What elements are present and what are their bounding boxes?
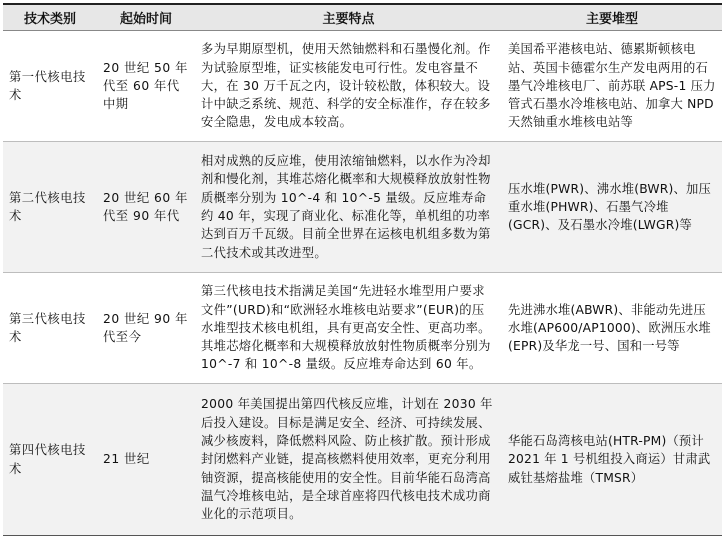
- cell-period: 20 世纪 60 年代至 90 年代: [97, 142, 195, 273]
- cell-features: 多为早期原型机，使用天然铀燃料和石墨慢化剂。作为试验原型堆，证实核能发电可行性。发电容量不大，在 30 万千瓦之内，设计较松散，体积较大。设计中缺乏系统、规范、科学的安全标准作，存在较多安全隐患，发电成本较高。: [195, 31, 502, 142]
- cell-category: 第四代核电技术: [3, 384, 97, 536]
- cell-features: 第三代核电技术指满足美国“先进轻水堆型用户要求文件”(URD)和“欧洲轻水堆核电站要求”(EUR)的压水堆型技术核电机组，具有更高安全性、更高功率。其堆芯熔化概率和大规模释放放射性物质概率分别为 10^-7 和 10^-8 量级。反应堆寿命达到 60 年。: [195, 273, 502, 384]
- header-reactors: 主要堆型: [502, 4, 722, 31]
- header-category: 技术类别: [3, 4, 97, 31]
- cell-features: 2000 年美国提出第四代核反应堆，计划在 2030 年后投入建设。目标是满足安全、经济、可持续发展、减少核废料，降低燃料风险、防止核扩散。预计形成封闭燃料产业链，提高核燃料使用效率，更充分利用铀资源，提高核能使用的安全性。目前华能石岛湾高温气冷堆核电站，是全球首座将四代核电技术成功商业化的示范项目。: [195, 384, 502, 536]
- header-period: 起始时间: [97, 4, 195, 31]
- header-features: 主要特点: [195, 4, 502, 31]
- cell-category: 第一代核电技术: [3, 31, 97, 142]
- header-row: [3, 4, 722, 31]
- cell-period: 20 世纪 50 年代至 60 年代中期: [97, 31, 195, 142]
- nuclear-generations-table: [3, 3, 722, 536]
- cell-category: 第二代核电技术: [3, 142, 97, 273]
- table-row: [3, 384, 722, 536]
- table-row: [3, 142, 722, 273]
- table-row: [3, 31, 722, 142]
- table-row: [3, 273, 722, 384]
- cell-reactors: 华能石岛湾核电站(HTR-PM)（预计 2021 年 1 号机组投入商运）甘肃武威钍基熔盐堆（TMSR）: [502, 384, 722, 536]
- cell-reactors: 压水堆(PWR)、沸水堆(BWR)、加压重水堆(PHWR)、石墨气冷堆(GCR)、及石墨水冷堆(LWGR)等: [502, 142, 722, 273]
- cell-reactors: 美国希平港核电站、德累斯顿核电站、英国卡德霍尔生产发电两用的石墨气冷堆核电厂、前苏联 APS-1 压力管式石墨水冷堆核电站、加拿大 NPD 天然铀重水堆核电站等: [502, 31, 722, 142]
- cell-period: 21 世纪: [97, 384, 195, 536]
- cell-category: 第三代核电技术: [3, 273, 97, 384]
- cell-period: 20 世纪 90 年代至今: [97, 273, 195, 384]
- cell-reactors: 先进沸水堆(ABWR)、非能动先进压水堆(AP600/AP1000)、欧洲压水堆(EPR)及华龙一号、国和一号等: [502, 273, 722, 384]
- cell-features: 相对成熟的反应堆，使用浓缩铀燃料，以水作为冷却剂和慢化剂，其堆芯熔化概率和大规模释放放射性物质概率分别为 10^-4 和 10^-5 量级。反应堆寿命约 40 年，实现了商业化、标准化等，单机组的功率达到百万千瓦级。目前全世界在运核电机组多数为第二代技术或其改进型。: [195, 142, 502, 273]
